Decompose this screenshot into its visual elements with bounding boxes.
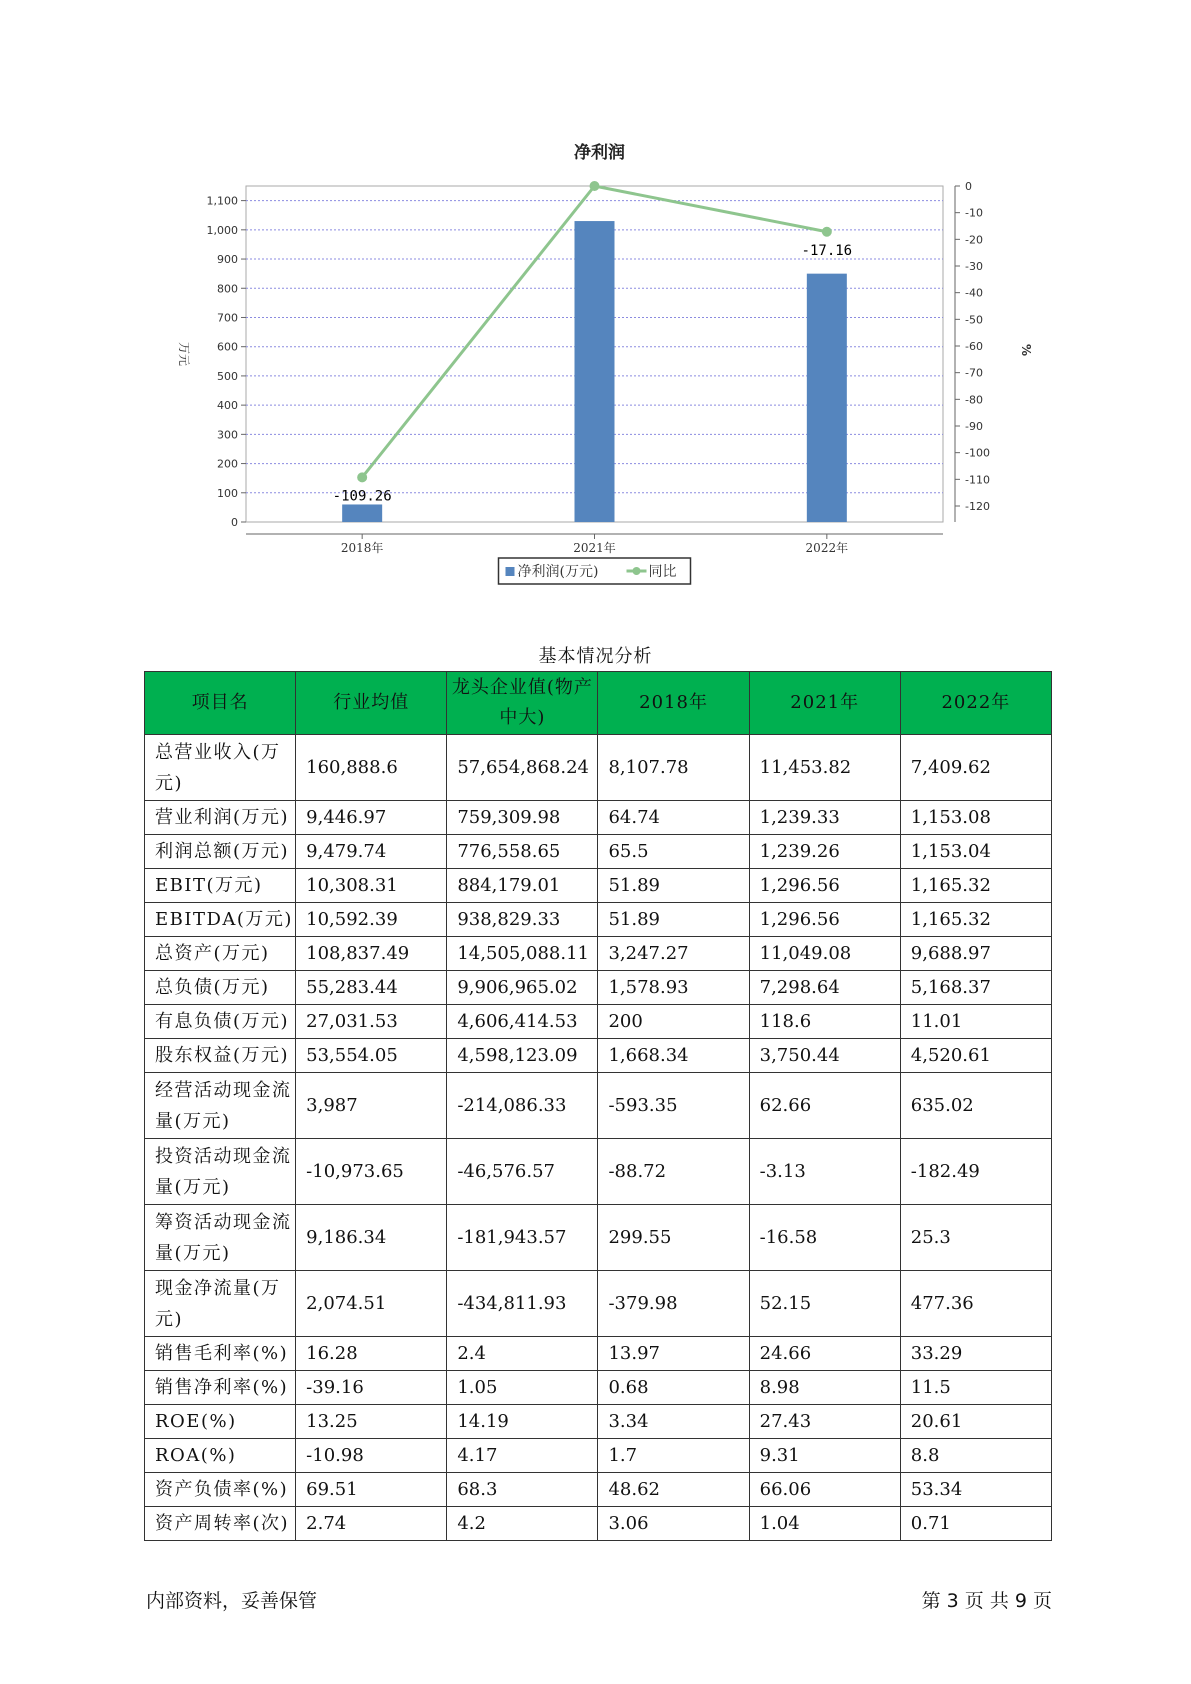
- table-cell: 8,107.78: [598, 735, 749, 801]
- y2-tick-label: -90: [965, 420, 983, 433]
- legend-line-marker: [633, 567, 641, 575]
- table-cell: 3.34: [598, 1405, 749, 1439]
- table-cell: -434,811.93: [447, 1271, 598, 1337]
- table-cell: 55,283.44: [296, 971, 447, 1005]
- table-cell: 5,168.37: [900, 971, 1051, 1005]
- table-cell: 4,598,123.09: [447, 1039, 598, 1073]
- table-title: 基本情况分析: [538, 646, 653, 667]
- table-cell: 51.89: [598, 869, 749, 903]
- basic-analysis-table: [144, 671, 1052, 1541]
- table-row: [145, 1205, 1052, 1271]
- table-cell: 1,165.32: [900, 869, 1051, 903]
- table-row: [145, 903, 1052, 937]
- table-row: [145, 971, 1052, 1005]
- table-cell: 4,606,414.53: [447, 1005, 598, 1039]
- table-cell: 118.6: [749, 1005, 900, 1039]
- table-cell: 9,688.97: [900, 937, 1051, 971]
- table-cell: 16.28: [296, 1337, 447, 1371]
- header-item-name: 项目名: [145, 672, 296, 735]
- table-cell: 11.5: [900, 1371, 1051, 1405]
- table-row: [145, 1405, 1052, 1439]
- table-cell: 1,239.26: [749, 835, 900, 869]
- row-label: EBITDA(万元): [145, 903, 296, 937]
- row-label: 股东权益(万元): [145, 1039, 296, 1073]
- legend-bar-swatch: [506, 567, 515, 576]
- header-2018: 2018年: [598, 672, 749, 735]
- table-row: [145, 1507, 1052, 1541]
- point-yoy: [590, 181, 600, 191]
- row-label: 投资活动现金流量(万元): [145, 1139, 296, 1205]
- table-cell: 299.55: [598, 1205, 749, 1271]
- net-profit-chart: [170, 130, 1040, 600]
- row-label: ROA(%): [145, 1439, 296, 1473]
- table-cell: 2,074.51: [296, 1271, 447, 1337]
- table-row: [145, 1439, 1052, 1473]
- table-row: [145, 937, 1052, 971]
- bar-net-profit: [575, 221, 615, 522]
- legend-label-bar: 净利润(万元): [517, 564, 599, 580]
- table-cell: 11,049.08: [749, 937, 900, 971]
- y-tick-label: 800: [217, 282, 238, 296]
- table-row: [145, 1271, 1052, 1337]
- y-tick-label: 1,100: [206, 194, 238, 208]
- chart-title: 净利润: [574, 143, 625, 163]
- table-cell: 200: [598, 1005, 749, 1039]
- y2-tick-label: -40: [965, 286, 983, 300]
- table-row: [145, 735, 1052, 801]
- chart-canvas: [170, 130, 1040, 600]
- y-tick-label: 200: [217, 457, 238, 471]
- table-cell: -379.98: [598, 1271, 749, 1337]
- y2-tick-label: -50: [965, 313, 983, 327]
- data-label: -17.16: [801, 242, 853, 259]
- table-cell: 4.2: [447, 1507, 598, 1541]
- table-cell: 8.98: [749, 1371, 900, 1405]
- table-cell: 53,554.05: [296, 1039, 447, 1073]
- footer-confidential: 内部资料，妥善保管: [146, 1590, 318, 1612]
- y-tick-label: 600: [217, 340, 238, 354]
- table-cell: -16.58: [749, 1205, 900, 1271]
- table-cell: 477.36: [900, 1271, 1051, 1337]
- table-cell: 20.61: [900, 1405, 1051, 1439]
- row-label: 总营业收入(万元): [145, 735, 296, 801]
- header-2021: 2021年: [749, 672, 900, 735]
- table-cell: 0.71: [900, 1507, 1051, 1541]
- table-cell: 10,592.39: [296, 903, 447, 937]
- table-cell: 1,296.56: [749, 903, 900, 937]
- table-cell: 4.17: [447, 1439, 598, 1473]
- table-row: [145, 835, 1052, 869]
- table-cell: -593.35: [598, 1073, 749, 1139]
- table-cell: -182.49: [900, 1139, 1051, 1205]
- y2-tick-label: -80: [965, 393, 983, 407]
- row-label: 筹资活动现金流量(万元): [145, 1205, 296, 1271]
- table-cell: 7,409.62: [900, 735, 1051, 801]
- y2-tick-label: -70: [965, 366, 983, 380]
- table-cell: 57,654,868.24: [447, 735, 598, 801]
- table-cell: 3,987: [296, 1073, 447, 1139]
- table-cell: 69.51: [296, 1473, 447, 1507]
- table-cell: 1.7: [598, 1439, 749, 1473]
- y2-tick-label: -10: [965, 206, 983, 220]
- table-cell: 9,186.34: [296, 1205, 447, 1271]
- table-cell: 14.19: [447, 1405, 598, 1439]
- table-row: [145, 869, 1052, 903]
- table-row: [145, 1473, 1052, 1507]
- table-cell: 9,446.97: [296, 801, 447, 835]
- row-label: 营业利润(万元): [145, 801, 296, 835]
- y2-tick-label: -100: [965, 446, 990, 460]
- header-industry-avg: 行业均值: [296, 672, 447, 735]
- y2-tick-label: 0: [965, 180, 972, 193]
- table-cell: 27.43: [749, 1405, 900, 1439]
- row-label: 资产周转率(次): [145, 1507, 296, 1541]
- x-tick-label: 2022年: [805, 541, 849, 555]
- table-cell: 1,153.04: [900, 835, 1051, 869]
- table-cell: 9.31: [749, 1439, 900, 1473]
- table-cell: 66.06: [749, 1473, 900, 1507]
- table-cell: 776,558.65: [447, 835, 598, 869]
- table-cell: -46,576.57: [447, 1139, 598, 1205]
- row-label: 现金净流量(万元): [145, 1271, 296, 1337]
- y-tick-label: 300: [217, 428, 238, 442]
- table-cell: 14,505,088.11: [447, 937, 598, 971]
- table-cell: 9,479.74: [296, 835, 447, 869]
- table-cell: 52.15: [749, 1271, 900, 1337]
- header-leader-value: 龙头企业值(物产中大): [447, 672, 598, 735]
- table-header-row: [145, 672, 1052, 735]
- y-tick-label: 900: [217, 253, 238, 267]
- row-label: 销售毛利率(%): [145, 1337, 296, 1371]
- y2-tick-label: -60: [965, 340, 983, 353]
- bar-net-profit: [807, 274, 847, 522]
- table-cell: 68.3: [447, 1473, 598, 1507]
- y2-tick-label: -20: [965, 233, 983, 247]
- table-row: [145, 1039, 1052, 1073]
- row-label: EBIT(万元): [145, 869, 296, 903]
- table-cell: 1,296.56: [749, 869, 900, 903]
- y2-tick-label: -110: [965, 473, 990, 487]
- row-label: ROE(%): [145, 1405, 296, 1439]
- table-cell: 1,153.08: [900, 801, 1051, 835]
- y-tick-label: 1,000: [206, 223, 238, 237]
- table-cell: 759,309.98: [447, 801, 598, 835]
- y-tick-label: 700: [217, 311, 238, 325]
- table-row: [145, 1337, 1052, 1371]
- table-cell: -10,973.65: [296, 1139, 447, 1205]
- table-cell: 1.05: [447, 1371, 598, 1405]
- table-cell: -181,943.57: [447, 1205, 598, 1271]
- table-cell: -3.13: [749, 1139, 900, 1205]
- table-cell: 65.5: [598, 835, 749, 869]
- table-cell: 53.34: [900, 1473, 1051, 1507]
- table-cell: 11.01: [900, 1005, 1051, 1039]
- table-row: [145, 1139, 1052, 1205]
- y-tick-label: 500: [217, 369, 238, 383]
- table-row: [145, 1005, 1052, 1039]
- table-cell: 1.04: [749, 1507, 900, 1541]
- y-tick-label: 400: [217, 399, 238, 413]
- table-cell: 2.74: [296, 1507, 447, 1541]
- table-cell: 938,829.33: [447, 903, 598, 937]
- table-cell: 11,453.82: [749, 735, 900, 801]
- table-cell: 3,247.27: [598, 937, 749, 971]
- x-tick-label: 2018年: [340, 541, 384, 555]
- table-cell: -214,086.33: [447, 1073, 598, 1139]
- x-tick-label: 2021年: [573, 541, 616, 555]
- table-cell: 4,520.61: [900, 1039, 1051, 1073]
- table-cell: -39.16: [296, 1371, 447, 1405]
- table-cell: 1,239.33: [749, 801, 900, 835]
- row-label: 资产负债率(%): [145, 1473, 296, 1507]
- table-cell: 48.62: [598, 1473, 749, 1507]
- table-cell: 3.06: [598, 1507, 749, 1541]
- row-label: 利润总额(万元): [145, 835, 296, 869]
- table-cell: 0.68: [598, 1371, 749, 1405]
- y2-tick-label: -120: [965, 500, 990, 513]
- table-cell: 62.66: [749, 1073, 900, 1139]
- table-cell: 108,837.49: [296, 937, 447, 971]
- point-yoy: [357, 472, 367, 482]
- table-cell: 884,179.01: [447, 869, 598, 903]
- table-cell: 13.25: [296, 1405, 447, 1439]
- header-2022: 2022年: [900, 672, 1051, 735]
- table-cell: 13.97: [598, 1337, 749, 1371]
- table-cell: 7,298.64: [749, 971, 900, 1005]
- row-label: 总资产(万元): [145, 937, 296, 971]
- point-yoy: [822, 227, 832, 237]
- y-axis-label: 万元: [177, 341, 191, 367]
- table-cell: 635.02: [900, 1073, 1051, 1139]
- table-row: [145, 801, 1052, 835]
- table-row: [145, 1371, 1052, 1405]
- y2-axis-label: %: [1019, 343, 1033, 357]
- table-cell: 10,308.31: [296, 869, 447, 903]
- table-cell: 1,668.34: [598, 1039, 749, 1073]
- table-cell: 51.89: [598, 903, 749, 937]
- table-row: [145, 1073, 1052, 1139]
- y-tick-label: 100: [217, 486, 238, 500]
- row-label: 总负债(万元): [145, 971, 296, 1005]
- table-cell: 33.29: [900, 1337, 1051, 1371]
- table-cell: 1,165.32: [900, 903, 1051, 937]
- footer-page-number: 第 3 页 共 9 页: [921, 1590, 1052, 1612]
- table-cell: 1,578.93: [598, 971, 749, 1005]
- table-cell: 25.3: [900, 1205, 1051, 1271]
- data-label: -109.26: [332, 488, 392, 505]
- row-label: 销售净利率(%): [145, 1371, 296, 1405]
- table-cell: 160,888.6: [296, 735, 447, 801]
- table-cell: 3,750.44: [749, 1039, 900, 1073]
- legend-label-line: 同比: [648, 564, 677, 580]
- table-cell: 2.4: [447, 1337, 598, 1371]
- table-cell: 8.8: [900, 1439, 1051, 1473]
- table-cell: 27,031.53: [296, 1005, 447, 1039]
- table-cell: -88.72: [598, 1139, 749, 1205]
- table-cell: 24.66: [749, 1337, 900, 1371]
- table-cell: 64.74: [598, 801, 749, 835]
- table-cell: 9,906,965.02: [447, 971, 598, 1005]
- y2-tick-label: -30: [965, 260, 983, 273]
- row-label: 经营活动现金流量(万元): [145, 1073, 296, 1139]
- table-cell: -10.98: [296, 1439, 447, 1473]
- row-label: 有息负债(万元): [145, 1005, 296, 1039]
- y-tick-label: 0: [231, 516, 238, 529]
- bar-net-profit: [342, 504, 382, 522]
